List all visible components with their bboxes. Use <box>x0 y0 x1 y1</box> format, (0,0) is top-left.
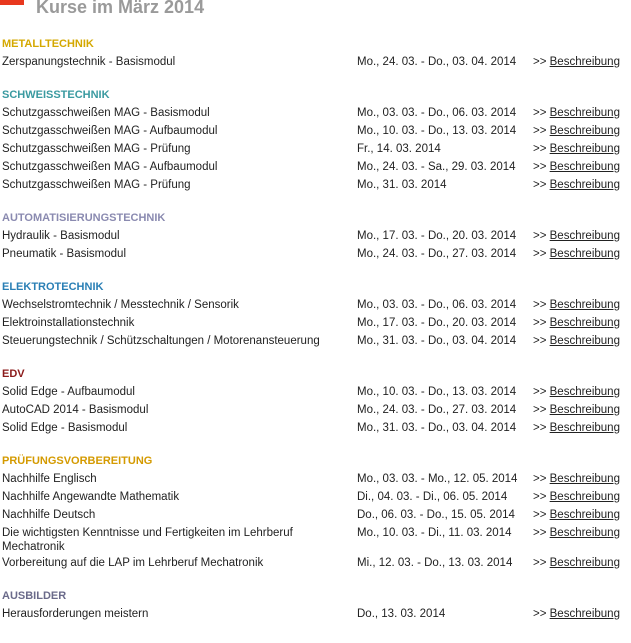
course-date: Do., 13. 03. 2014 <box>357 608 446 620</box>
course-section <box>2 86 631 194</box>
link-prefix: >> <box>533 125 550 137</box>
description-link[interactable]: Beschreibung <box>549 422 620 434</box>
description-link-cell <box>533 490 631 506</box>
description-link-cell <box>533 316 631 332</box>
course-date: Mo., 17. 03. - Do., 20. 03. 2014 <box>357 317 517 329</box>
course-date: Di., 04. 03. - Di., 06. 05. 2014 <box>357 491 508 503</box>
course-name: Nachhilfe Deutsch <box>2 509 96 521</box>
link-prefix: >> <box>533 143 550 155</box>
description-link-cell <box>533 508 631 524</box>
description-link[interactable]: Beschreibung <box>549 143 620 155</box>
course-row <box>2 470 631 488</box>
course-name: Solid Edge - Basismodul <box>2 422 128 434</box>
description-link[interactable]: Beschreibung <box>549 230 620 242</box>
course-section <box>2 35 631 71</box>
description-link-cell <box>533 178 631 194</box>
description-link[interactable]: Beschreibung <box>549 527 620 539</box>
course-date: Mo., 31. 03. - Do., 03. 04. 2014 <box>357 422 517 434</box>
course-section <box>2 365 631 437</box>
section-title: AUSBILDER <box>2 590 67 602</box>
link-prefix: >> <box>533 608 550 620</box>
link-prefix: >> <box>533 473 550 485</box>
link-prefix: >> <box>533 248 550 260</box>
course-name: Solid Edge - Aufbaumodul <box>2 386 135 398</box>
course-name: Steuerungstechnik / Schützschaltungen / Motorenansteuerung <box>2 335 320 347</box>
course-date: Mo., 31. 03. 2014 <box>357 179 447 191</box>
course-row <box>2 245 631 263</box>
course-date: Mo., 24. 03. - Do., 27. 03. 2014 <box>357 248 517 260</box>
course-date: Mi., 12. 03. - Do., 13. 03. 2014 <box>357 557 513 569</box>
description-link-cell <box>533 142 631 158</box>
description-link-cell <box>533 124 631 140</box>
link-prefix: >> <box>533 161 550 173</box>
course-row <box>2 488 631 506</box>
link-prefix: >> <box>533 491 550 503</box>
description-link[interactable]: Beschreibung <box>549 161 620 173</box>
course-date: Mo., 10. 03. - Do., 13. 03. 2014 <box>357 386 517 398</box>
description-link[interactable]: Beschreibung <box>549 335 620 347</box>
link-prefix: >> <box>533 422 550 434</box>
course-name: Vorbereitung auf die LAP im Lehrberuf Mechatronik <box>2 557 264 569</box>
link-prefix: >> <box>533 386 550 398</box>
description-link-cell <box>533 421 631 437</box>
link-prefix: >> <box>533 335 550 347</box>
description-link[interactable]: Beschreibung <box>549 557 620 569</box>
link-prefix: >> <box>533 56 550 68</box>
section-title: AUTOMATISIERUNGSTECHNIK <box>2 212 166 224</box>
course-date: Mo., 03. 03. - Mo., 12. 05. 2014 <box>357 473 518 485</box>
course-row <box>2 104 631 122</box>
link-prefix: >> <box>533 317 550 329</box>
course-date: Mo., 03. 03. - Do., 06. 03. 2014 <box>357 299 517 311</box>
course-name: Schutzgasschweißen MAG - Aufbaumodul <box>2 161 218 173</box>
course-date: Mo., 10. 03. - Do., 13. 03. 2014 <box>357 125 517 137</box>
description-link-cell <box>533 247 631 263</box>
course-row <box>2 419 631 437</box>
page-title: Kurse im März 2014 <box>36 0 205 17</box>
course-name: Hydraulik - Basismodul <box>2 230 120 242</box>
course-date: Mo., 10. 03. - Di., 11. 03. 2014 <box>357 527 512 539</box>
course-row <box>2 314 631 332</box>
description-link[interactable]: Beschreibung <box>549 125 620 137</box>
description-link[interactable]: Beschreibung <box>549 56 620 68</box>
course-name: Schutzgasschweißen MAG - Aufbaumodul <box>2 125 218 137</box>
section-title: SCHWEISSTECHNIK <box>2 89 110 101</box>
link-prefix: >> <box>533 107 550 119</box>
course-name: Herausforderungen meistern <box>2 608 149 620</box>
course-date: Do., 06. 03. - Do., 15. 05. 2014 <box>357 509 515 521</box>
course-name: Schutzgasschweißen MAG - Prüfung <box>2 143 191 155</box>
description-link[interactable]: Beschreibung <box>549 509 620 521</box>
description-link-cell <box>533 526 631 554</box>
description-link[interactable]: Beschreibung <box>549 317 620 329</box>
course-date: Mo., 17. 03. - Do., 20. 03. 2014 <box>357 230 517 242</box>
course-name: Schutzgasschweißen MAG - Basismodul <box>2 107 210 119</box>
description-link-cell <box>533 106 631 122</box>
link-prefix: >> <box>533 509 550 521</box>
description-link-cell <box>533 556 631 572</box>
description-link[interactable]: Beschreibung <box>549 179 620 191</box>
course-row <box>2 296 631 314</box>
course-name: Pneumatik - Basismodul <box>2 248 126 260</box>
course-row <box>2 401 631 419</box>
course-section <box>2 209 631 263</box>
course-name: Schutzgasschweißen MAG - Prüfung <box>2 179 191 191</box>
description-link-cell <box>533 472 631 488</box>
description-link[interactable]: Beschreibung <box>549 248 620 260</box>
course-date: Mo., 24. 03. - Do., 27. 03. 2014 <box>357 404 517 416</box>
course-name: Wechselstromtechnik / Messtechnik / Sensorik <box>2 299 239 311</box>
link-prefix: >> <box>533 527 550 539</box>
description-link[interactable]: Beschreibung <box>549 473 620 485</box>
description-link-cell <box>533 55 631 71</box>
course-name: Elektroinstallationstechnik <box>2 317 135 329</box>
course-section <box>2 278 631 350</box>
description-link-cell <box>533 298 631 314</box>
section-title: ELEKTROTECHNIK <box>2 281 104 293</box>
description-link[interactable]: Beschreibung <box>549 107 620 119</box>
course-name: Zerspanungstechnik - Basismodul <box>2 56 176 68</box>
course-date: Mo., 31. 03. - Do., 03. 04. 2014 <box>357 335 517 347</box>
course-date: Fr., 14. 03. 2014 <box>357 143 441 155</box>
description-link[interactable]: Beschreibung <box>549 404 620 416</box>
course-row <box>2 53 631 71</box>
course-row <box>2 383 631 401</box>
course-row <box>2 605 631 623</box>
link-prefix: >> <box>533 404 550 416</box>
description-link-cell <box>533 160 631 176</box>
course-row <box>2 158 631 176</box>
course-name: AutoCAD 2014 - Basismodul <box>2 404 149 416</box>
course-name: Nachhilfe Englisch <box>2 473 97 485</box>
course-row <box>2 176 631 194</box>
description-link[interactable]: Beschreibung <box>549 386 620 398</box>
link-prefix: >> <box>533 179 550 191</box>
link-prefix: >> <box>533 299 550 311</box>
course-name: Die wichtigsten Kenntnisse und Fertigkeiten im Lehrberuf Mechatronik <box>2 527 293 553</box>
course-row <box>2 506 631 524</box>
description-link-cell <box>533 385 631 401</box>
link-prefix: >> <box>533 230 550 242</box>
section-title: PRÜFUNGSVORBEREITUNG <box>2 455 153 467</box>
section-title: EDV <box>2 368 25 380</box>
page-header <box>0 0 631 26</box>
accent-bar <box>0 0 24 5</box>
description-link-cell <box>533 334 631 350</box>
course-list <box>2 35 631 638</box>
description-link[interactable]: Beschreibung <box>549 608 620 620</box>
course-section <box>2 452 631 572</box>
course-section <box>2 587 631 623</box>
course-date: Mo., 03. 03. - Do., 06. 03. 2014 <box>357 107 517 119</box>
course-row <box>2 227 631 245</box>
course-row <box>2 524 631 554</box>
description-link[interactable]: Beschreibung <box>549 299 620 311</box>
description-link-cell <box>533 403 631 419</box>
course-row <box>2 122 631 140</box>
course-row <box>2 140 631 158</box>
link-prefix: >> <box>533 557 550 569</box>
course-row <box>2 554 631 572</box>
course-date: Mo., 24. 03. - Sa., 29. 03. 2014 <box>357 161 516 173</box>
course-row <box>2 332 631 350</box>
section-title: METALLTECHNIK <box>2 38 94 50</box>
description-link-cell <box>533 607 631 623</box>
course-date: Mo., 24. 03. - Do., 03. 04. 2014 <box>357 56 517 68</box>
description-link-cell <box>533 229 631 245</box>
description-link[interactable]: Beschreibung <box>549 491 620 503</box>
course-name: Nachhilfe Angewandte Mathematik <box>2 491 180 503</box>
